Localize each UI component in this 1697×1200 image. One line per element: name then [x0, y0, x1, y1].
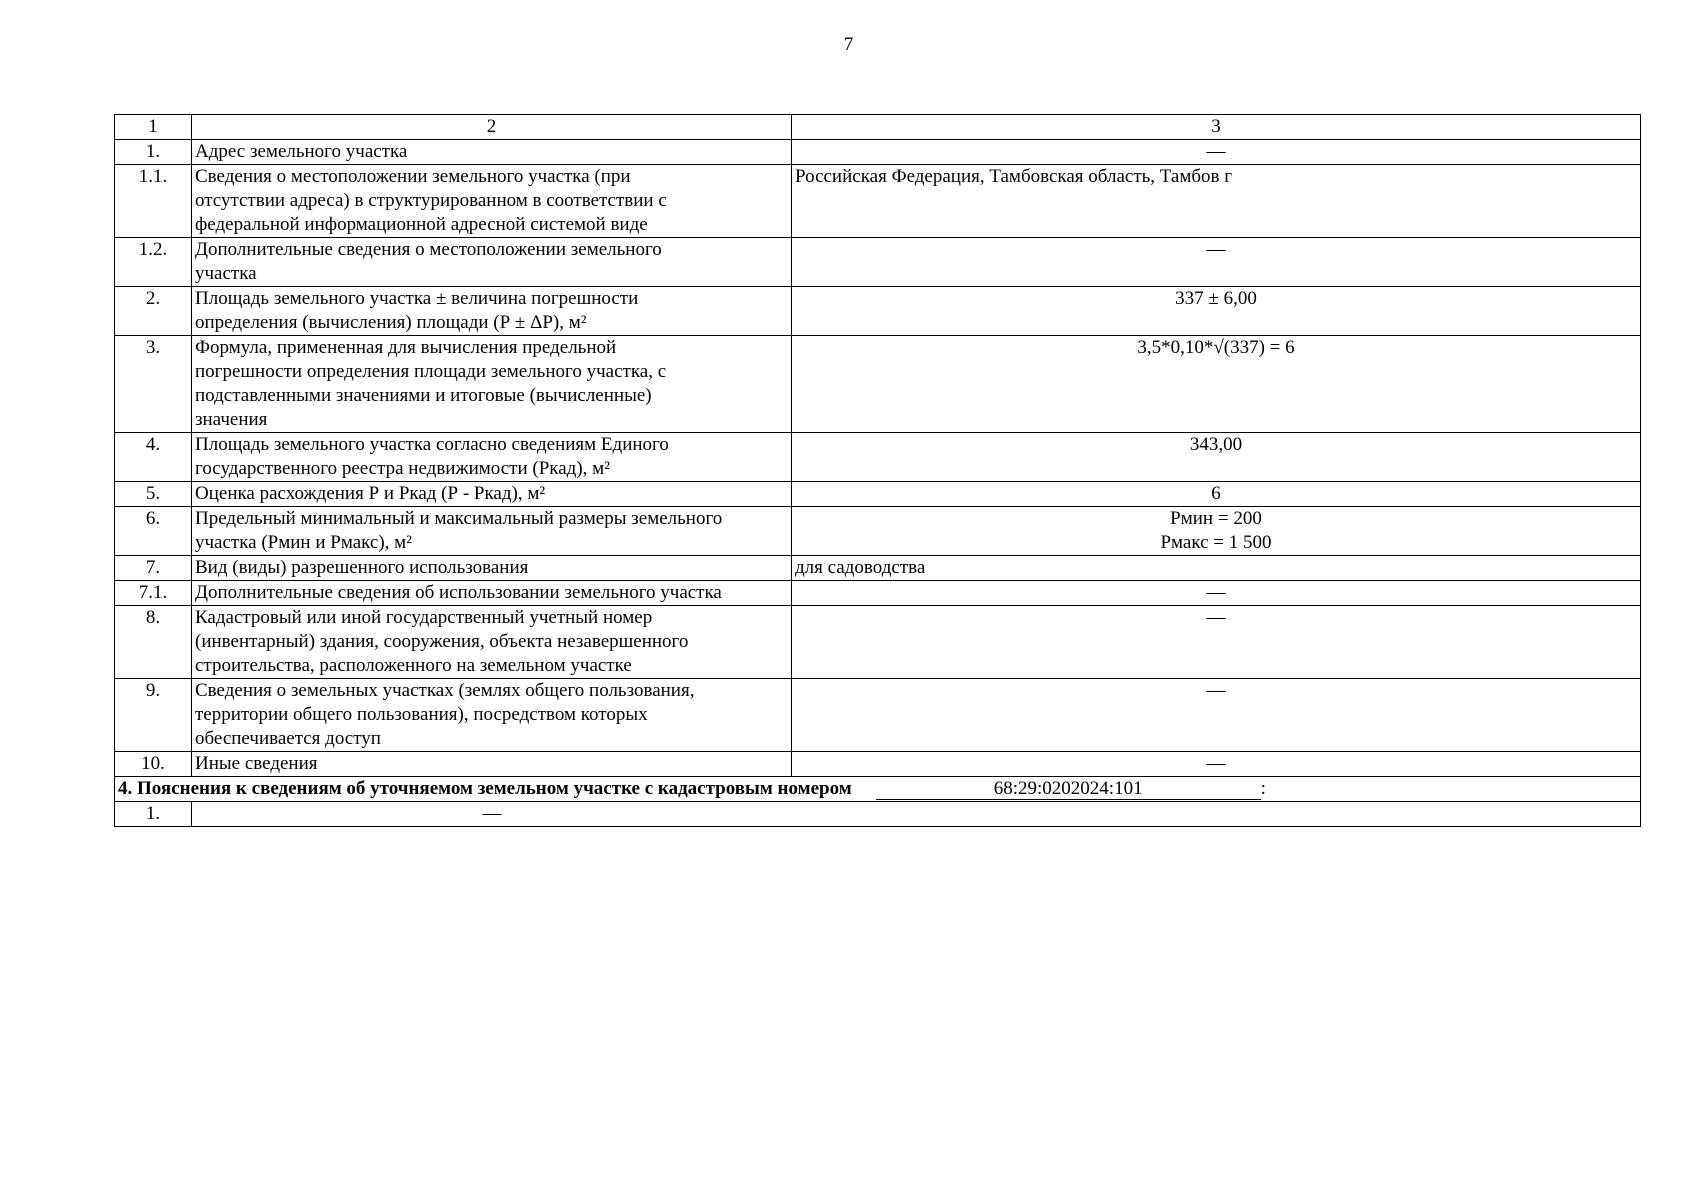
- row-number: 1.1.: [115, 165, 192, 238]
- row-value-line: 6: [1211, 483, 1221, 504]
- row-label-line: участка: [195, 263, 257, 284]
- row-number: 2.: [115, 287, 192, 336]
- row-value-line: —: [1206, 141, 1226, 162]
- row-number: 1.2.: [115, 238, 192, 287]
- row-value-line: Рмакс = 1 500: [1160, 532, 1272, 553]
- note-number: 1.: [115, 802, 192, 827]
- row-label: [192, 556, 792, 581]
- row-value: [792, 606, 1641, 679]
- row-label: [192, 606, 792, 679]
- row-value-line: 337 ± 6,00: [1175, 288, 1257, 309]
- header-row: [115, 115, 1641, 140]
- row-number: 9.: [115, 679, 192, 752]
- section-4-row: [115, 777, 1641, 802]
- row-label-line: Адрес земельного участка: [195, 141, 408, 162]
- row-label-line: Площадь земельного участка ± величина погрешности: [195, 288, 639, 309]
- row-value: [792, 140, 1641, 165]
- row-label-line: Дополнительные сведения о местоположении земельного: [195, 239, 662, 260]
- row-value-line: для садоводства: [795, 557, 926, 578]
- row-label: [192, 433, 792, 482]
- table-row: [115, 287, 1641, 336]
- row-value: [792, 507, 1641, 556]
- row-label-line: определения (вычисления) площади (Р ± ΔР), м²: [195, 312, 587, 333]
- row-value: [792, 165, 1641, 238]
- row-label-line: строительства, расположенного на земельном участке: [195, 655, 632, 676]
- header-col-3: 3: [792, 115, 1641, 140]
- row-number: 5.: [115, 482, 192, 507]
- row-label: [192, 165, 792, 238]
- note-cell: [192, 802, 1641, 827]
- table-row: [115, 433, 1641, 482]
- row-value: [792, 238, 1641, 287]
- row-label: [192, 507, 792, 556]
- row-value-line: —: [1206, 239, 1226, 260]
- row-label: [192, 287, 792, 336]
- row-number: 3.: [115, 336, 192, 433]
- table-row: [115, 581, 1641, 606]
- row-value: [792, 556, 1641, 581]
- row-number: 10.: [115, 752, 192, 777]
- row-label: [192, 482, 792, 507]
- page-number: 7: [843, 34, 854, 55]
- row-label-line: значения: [195, 409, 268, 430]
- table-row: [115, 165, 1641, 238]
- table-row: [115, 507, 1641, 556]
- row-label-line: Предельный минимальный и максимальный размеры земельного: [195, 508, 723, 529]
- table-row: [115, 752, 1641, 777]
- row-number: 6.: [115, 507, 192, 556]
- row-label: [192, 238, 792, 287]
- section-4-title: 4. Пояснения к сведениям об уточняемом земельном участке с кадастровым номером: [118, 778, 852, 799]
- table-row: [115, 140, 1641, 165]
- table-row: [115, 679, 1641, 752]
- row-value: [792, 336, 1641, 433]
- row-value: [792, 433, 1641, 482]
- row-label-line: обеспечивается доступ: [195, 728, 381, 749]
- row-label-line: подставленными значениями и итоговые (вычисленные): [195, 385, 652, 406]
- header-col-1: 1: [115, 115, 192, 140]
- row-number: 4.: [115, 433, 192, 482]
- row-label-line: Формула, примененная для вычисления предельной: [195, 337, 617, 358]
- row-label-line: (инвентарный) здания, сооружения, объекта незавершенного: [195, 631, 689, 652]
- row-value-line: —: [1206, 680, 1226, 701]
- section-4-heading: [115, 777, 1641, 802]
- row-label: [192, 140, 792, 165]
- row-label-line: федеральной информационной адресной системой виде: [195, 214, 648, 235]
- row-label-line: Оценка расхождения Р и Ркад (Р - Ркад), м²: [195, 483, 546, 504]
- table-row: [115, 482, 1641, 507]
- row-label-line: Сведения о местоположении земельного участка (при: [195, 166, 631, 187]
- row-label-line: Площадь земельного участка согласно сведениям Единого: [195, 434, 669, 455]
- row-number: 1.: [115, 140, 192, 165]
- row-value: [792, 482, 1641, 507]
- row-value-line: Рмин = 200: [1170, 508, 1262, 529]
- row-label-line: погрешности определения площади земельного участка, с: [195, 361, 667, 382]
- row-value-line: 343,00: [1189, 434, 1243, 455]
- row-value: [792, 752, 1641, 777]
- row-value-line: —: [1206, 753, 1226, 774]
- row-label: [192, 679, 792, 752]
- row-label-line: Иные сведения: [195, 753, 318, 774]
- row-label-line: государственного реестра недвижимости (Ркад), м²: [195, 458, 610, 479]
- row-label: [192, 581, 792, 606]
- row-label-line: территории общего пользования), посредством которых: [195, 704, 648, 725]
- table-row: [115, 238, 1641, 287]
- cadastral-info-table: [114, 114, 1641, 827]
- row-label-line: Сведения о земельных участках (землях общего пользования,: [195, 680, 695, 701]
- row-value-line: —: [1206, 582, 1226, 603]
- row-label-line: Дополнительные сведения об использовании земельного участка: [195, 582, 722, 603]
- cadastral-number: 68:29:0202024:101: [876, 779, 1261, 800]
- table-row: [115, 606, 1641, 679]
- row-value: [792, 287, 1641, 336]
- row-number: 8.: [115, 606, 192, 679]
- header-col-2: 2: [192, 115, 792, 140]
- row-value-line: Российская Федерация, Тамбовская область, Тамбов г: [795, 166, 1233, 187]
- row-value-line: —: [1206, 607, 1226, 628]
- section-4-suffix: :: [1260, 778, 1266, 799]
- note-row: [115, 802, 1641, 827]
- row-number: 7.1.: [115, 581, 192, 606]
- row-label-line: Вид (виды) разрешенного использования: [195, 557, 529, 578]
- row-value-line: 3,5*0,10*√(337) = 6: [1137, 337, 1295, 358]
- row-value: [792, 679, 1641, 752]
- row-number: 7.: [115, 556, 192, 581]
- row-value: [792, 581, 1641, 606]
- row-label-line: участка (Рмин и Рмакс), м²: [195, 532, 412, 553]
- table-row: [115, 556, 1641, 581]
- row-label: [192, 752, 792, 777]
- row-label: [192, 336, 792, 433]
- table-row: [115, 336, 1641, 433]
- row-label-line: отсутствии адреса) в структурированном в соответствии с: [195, 190, 667, 211]
- row-label-line: Кадастровый или иной государственный учетный номер: [195, 607, 653, 628]
- note-value: —: [482, 803, 502, 824]
